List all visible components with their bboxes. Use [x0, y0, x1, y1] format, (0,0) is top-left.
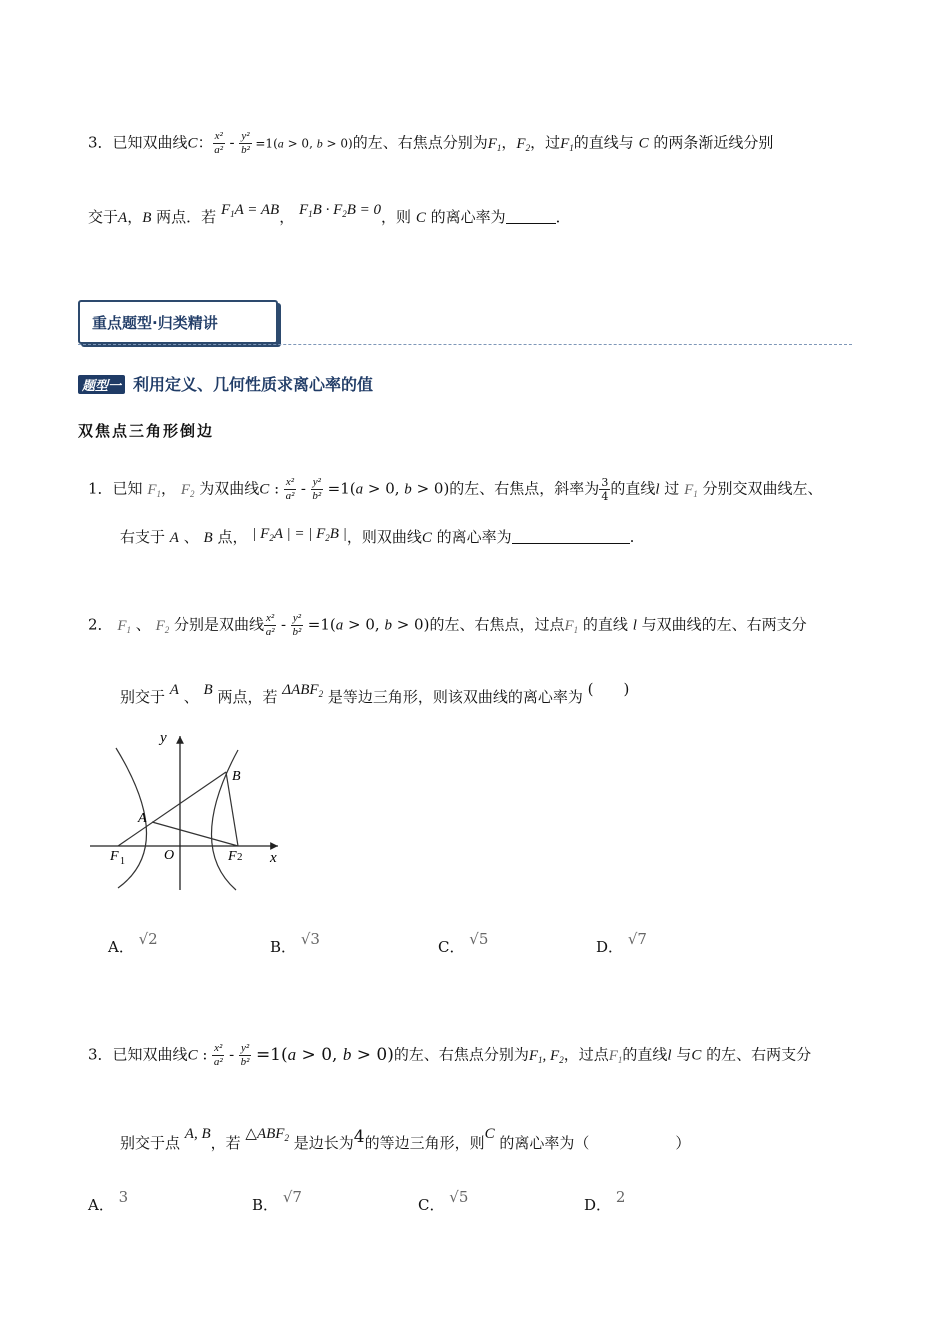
option-label: B． — [270, 938, 297, 956]
q2-option-a[interactable] — [108, 930, 158, 957]
question-number: 1． — [88, 479, 113, 498]
text: 分别是双曲线 — [174, 615, 265, 634]
option-label: A． — [108, 938, 134, 956]
text: ，若 — [210, 1134, 241, 1152]
text: 的左、右焦点，斜率为 — [449, 479, 600, 498]
topic-heading-text: 利用定义、几何性质求离心率的值 — [133, 375, 374, 394]
top-question-line2: 交于A，B 两点．若 $F_1A$ = AB， $F_1B \cdot F_2B = 0$，则 C 的离心率为 ． — [88, 202, 571, 226]
option-value: √3 — [300, 930, 320, 948]
text: 右支于 — [120, 528, 166, 546]
side-length: 4 — [353, 1127, 365, 1147]
label-y: y — [160, 730, 167, 746]
text: 与双曲线的左、右两支分 — [641, 615, 807, 634]
topic-tag: 题型一 — [78, 375, 125, 394]
label-A: A — [138, 811, 147, 826]
option-label: C． — [418, 1196, 445, 1214]
q3-option-d[interactable] — [584, 1188, 626, 1215]
option-value: 2 — [615, 1188, 626, 1206]
text: 的直线 — [610, 479, 656, 498]
fraction-x2-a2: $\frac{\text{x²}}{\text{a²}}$ — [214, 130, 224, 156]
topic-heading — [78, 372, 373, 395]
text: 3．已知双曲线 — [88, 133, 188, 152]
q3-option-c[interactable] — [418, 1188, 469, 1215]
text: ，则双曲线 — [346, 528, 422, 546]
text: 已知双曲线 — [112, 1045, 188, 1064]
text: 、 — [183, 688, 199, 706]
option-value: √7 — [282, 1188, 302, 1206]
text: 点， — [217, 528, 248, 546]
option-label: A． — [88, 1196, 114, 1214]
text: 的两条渐近线分别 — [653, 133, 774, 152]
text: 的左、右焦点分别为 — [352, 133, 488, 152]
question-2-line2: 别交于 A 、 B 两点，若 $\Delta ABF_2$ 是等边三角形，则该双曲线的离心率为 ( ) — [120, 680, 630, 706]
text: 的直线 — [582, 615, 628, 634]
text: ，则 — [381, 208, 412, 226]
q3-option-a[interactable] — [88, 1188, 129, 1215]
text: ，过点 — [563, 1045, 609, 1064]
label-F2: F — [228, 849, 237, 864]
question-3-line1: 3．已知双曲线C : $\frac{\text{x²}}{\text{a²}}$ - $\frac{\text{y²}}{\text{b²}}$ =1(a > 0, b > 0)的左、右焦点分别为$F_1$, $F_2$，过点$F_1$的直线l 与C 的左、右两支分 — [88, 1042, 812, 1068]
segment-AF2 — [152, 822, 238, 846]
text: 为双曲线 — [199, 479, 260, 498]
label-B: B — [232, 769, 241, 784]
label-x: x — [270, 850, 277, 866]
text: 的离心率为 — [430, 208, 506, 226]
option-value: √2 — [138, 930, 158, 948]
q2-option-c[interactable] — [438, 930, 489, 957]
question-1-line2: 右支于 A 、 B 点， | $F_2A$ | = | $F_2B$ |，则双曲线C 的离心率为 . — [120, 526, 635, 546]
q3-option-b[interactable] — [252, 1188, 302, 1215]
text: ， — [279, 208, 295, 226]
text: 与 — [676, 1045, 692, 1064]
question-number: 3． — [88, 1045, 113, 1064]
label-O: O — [164, 848, 175, 863]
answer-paren: ( ) — [587, 680, 630, 698]
q2-option-b[interactable] — [270, 930, 320, 957]
text: 两点．若 — [156, 208, 217, 226]
option-label: D． — [596, 938, 624, 956]
text: 的左、右两支分 — [706, 1045, 812, 1064]
period: ． — [555, 208, 571, 226]
question-number: 2． — [88, 615, 113, 634]
text: 已知 — [112, 479, 143, 498]
hyperbola-figure — [86, 728, 296, 894]
option-label: C． — [438, 938, 465, 956]
label-F2-sub: 2 — [237, 851, 243, 863]
label-F1: F — [110, 849, 119, 864]
text: ） — [675, 1134, 691, 1152]
text: 的离心率为 — [436, 528, 512, 546]
text: 、 — [183, 528, 199, 546]
text: 的左、右焦点分别为 — [393, 1045, 529, 1064]
text: 是等边三角形，则该双曲线的离心率为 — [327, 688, 583, 706]
q2-option-d[interactable] — [596, 930, 647, 957]
text: 别交于点 — [120, 1134, 181, 1152]
top-question-line1: 3．已知双曲线C： $\frac{\text{x²}}{\text{a²}}$ - $\frac{\text{y²}}{\text{b²}}$ =1(a > 0, b > 0)的左、右焦点分别为$F_1$，$F_2$，过$F_1$的直线与 C 的两条渐近线分别 — [88, 130, 774, 156]
text: ，过 — [530, 133, 561, 152]
text: 、 — [135, 615, 151, 634]
option-value: √5 — [449, 1188, 469, 1206]
text: 是边长为 — [293, 1134, 354, 1152]
text: 的左、右焦点，过点 — [429, 615, 565, 634]
label-F1-sub: 1 — [120, 856, 125, 867]
text: 的离心率为（ — [499, 1134, 590, 1152]
text: 分别交双曲线左、 — [702, 479, 823, 498]
period: . — [629, 528, 635, 546]
text: 的直线 — [622, 1045, 668, 1064]
option-value: 3 — [118, 1188, 129, 1206]
question-3-line2: 别交于点 A, B，若 $\triangle ABF_2$ 是边长为4的等边三角形，则C 的离心率为（ ） — [120, 1126, 691, 1152]
text: 过 — [664, 479, 680, 498]
section-title-box — [78, 300, 278, 344]
section-title: 重点题型·归类精讲 — [92, 314, 218, 332]
option-value: √5 — [469, 930, 489, 948]
option-label: D． — [584, 1196, 612, 1214]
option-label: B． — [252, 1196, 279, 1214]
divider — [78, 344, 852, 345]
question-1-line1: 1．已知 $F_1$， $F_2$ 为双曲线C : $\frac{\text{x²}}{\text{a²}}$ - $\frac{\text{y²}}{\text{b²}}$ =1(a > 0, b > 0)的左、右焦点，斜率为 $\frac{3}{4}$ 的直线l 过 $F_1$ 分别交双曲线左、 — [88, 476, 823, 503]
text: 交于 — [88, 208, 119, 226]
question-2-line1: 2． $F_1$ 、 $F_2$ 分别是双曲线 $\frac{\text{x²}}{\text{a²}}$ - $\frac{\text{y²}}{\text{b²}}$ =1(a > 0, b > 0)的左、右焦点，过点$F_1$ 的直线 l 与双曲线的左、右两支分 — [88, 612, 807, 638]
text: 别交于 — [120, 688, 166, 706]
text: 两点，若 — [217, 688, 278, 706]
subheading: 双焦点三角形倒边 — [78, 422, 215, 440]
fraction-y2-b2: $\frac{\text{y²}}{\text{b²}}$ — [241, 130, 250, 156]
text: 的直线与 — [573, 133, 634, 152]
option-value: √7 — [627, 930, 647, 948]
text: 的等边三角形，则 — [364, 1134, 485, 1152]
text: ， — [161, 479, 177, 498]
